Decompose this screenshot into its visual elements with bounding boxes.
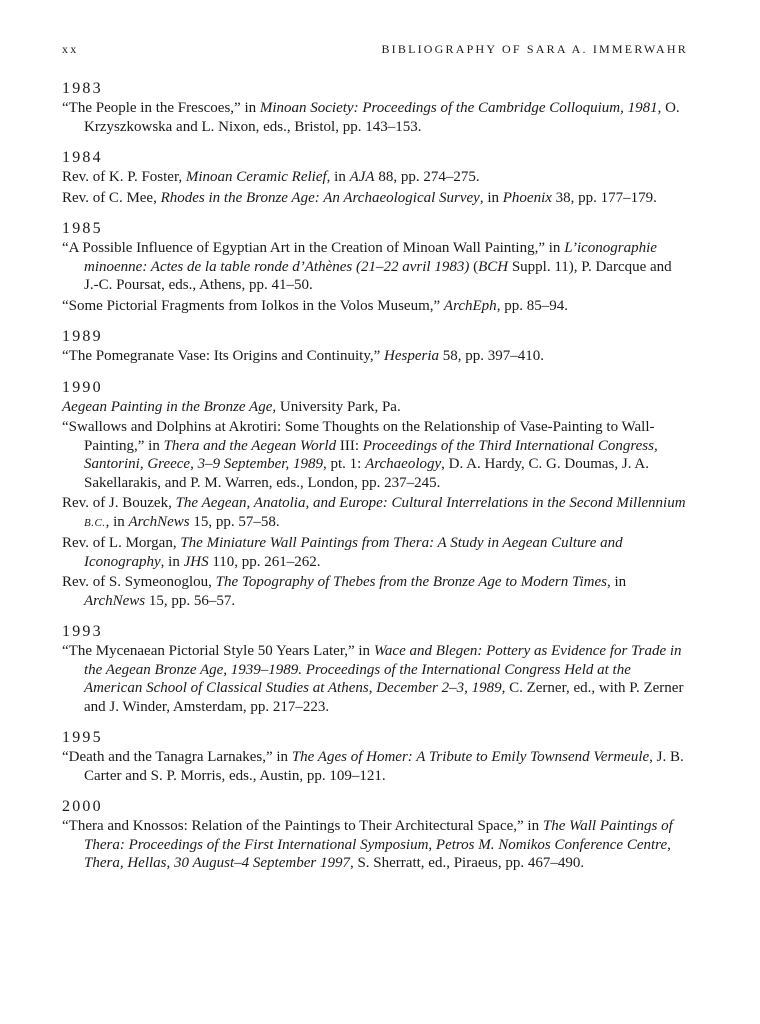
entry-text-segment: , O. Krzyszkowska and L. Nixon, eds., Bristol, pp. 143–153. [84,100,680,135]
bibliography-entry [62,99,688,136]
entry-text-segment: Rev. of S. Symeonoglou, [62,574,216,590]
entry-text-segment: B.C. [84,516,106,529]
entry-title-segment: The Miniature Wall Paintings from Thera: A Study in Aegean Culture and Iconography [84,535,623,570]
year-heading: 1983 [62,80,103,97]
entry-text-segment: Rev. of J. Bouzek, [62,495,176,511]
entry-text-segment: Suppl. 11), P. Darcque and J.-C. Poursat, eds., Athens, pp. 41–50. [84,258,672,293]
bibliography-entry [62,817,688,873]
year-heading: 1990 [62,378,103,396]
year-heading: 1993 [62,623,103,640]
entry-text-segment: “Thera and Knossos: Relation of the Paintings to Their Architectural Space,” in [62,818,543,834]
year-section-1995 [62,729,688,785]
entry-text-segment: “Swallows and Dolphins at Akrotiri: Some Thoughts on the Relationship of Vase-Painting to Wall-Painting,” in [62,419,655,454]
entry-text-segment: 110, pp. 261–262. [208,553,321,570]
entry-text-segment: “The Pomegranate Vase: Its Origins and Continuity,” [62,348,385,364]
entry-title-segment: Minoan Ceramic Relief [185,169,327,185]
entry-text-segment: “Death and the Tanagra Larnakes,” in [62,749,292,765]
year-section-1984 [62,149,688,207]
bibliography-entry [62,748,688,785]
bibliography-entry [62,534,688,571]
bibliography-list [62,80,688,886]
entry-title-segment: AJA [349,169,375,185]
entry-text-segment: , in [326,169,350,185]
entry-title-segment: The Topography of Thebes from the Bronze Age to Modern Times [215,574,608,590]
bibliography-entry [62,398,688,417]
year-section-1993 [62,623,688,716]
running-title: BIBLIOGRAPHY OF SARA A. IMMERWAHR [381,42,688,56]
entry-title-segment: JHS [183,553,209,570]
entry-title-segment: Minoan Society: Proceedings of the Cambridge Colloquium, 1981 [259,100,658,116]
entry-text-segment: ( [469,258,479,275]
entry-text-segment: “A Possible Influence of Egyptian Art in the Creation of Minoan Wall Painting,” in [62,240,565,256]
bibliography-entry [62,168,688,187]
entry-title-segment: Rhodes in the Bronze Age: An Archaeological Survey [160,189,480,206]
year-section-1990 [62,379,688,611]
entry-text-segment: Rev. of C. Mee, [62,189,161,206]
entry-title-segment: Archaeology [365,456,442,472]
entry-text-segment: , pt. 1: [322,456,366,472]
entry-text-segment: 15, pp. 57–58. [189,513,280,530]
entry-text-segment: 38, pp. 177–179. [551,189,657,206]
entry-title-segment: Wace and Blegen: Pottery as Evidence for Trade in the Aegean Bronze Age, 1939–1989. Proceedings of the International Congress Held at the American School of Classical Studies at Athens, December 2–3, 1989 [84,643,682,696]
entry-text-segment: , pp. 85–94. [496,297,568,314]
page-number: xx [62,42,79,56]
entry-title-segment: ArchNews [84,592,146,609]
entry-title-segment: The Ages of Homer: A Tribute to Emily Townsend Vermeule [291,749,650,765]
year-heading: 1985 [62,220,103,237]
entry-text-segment: , in [607,574,627,590]
entry-text-segment: III: [336,437,363,454]
entry-text-segment: “The Mycenaean Pictorial Style 50 Years Later,” in [62,643,374,659]
entry-title-segment: Aegean Painting in the Bronze Age [62,398,273,415]
entry-title-segment: The Aegean, Anatolia, and Europe: Cultural Interrelations in the Second Millennium [175,495,686,511]
entry-title-segment: Thera and the Aegean World [163,437,337,454]
entry-text-segment: , C. Zerner, ed., with P. Zerner and J. Winder, Amsterdam, pp. 217–223. [84,680,684,715]
entry-text-segment: 88, pp. 274–275. [374,169,480,185]
entry-text-segment: , in [160,553,184,570]
bibliography-entry [62,573,688,610]
year-heading: 1984 [62,149,103,166]
bibliography-entry [62,347,688,366]
year-heading: 1989 [62,328,103,345]
entry-text-segment: Rev. of L. Morgan, [62,535,181,551]
entry-text-segment: “Some Pictorial Fragments from Iolkos in the Volos Museum,” [62,297,444,314]
entry-title-segment: The Wall Paintings of Thera: Proceedings of the First International Symposium, Petros M. Nomikos Conference Centre, Thera, Hellas, 30 August–4 September 1997 [84,818,673,871]
entry-text-segment: , in [105,513,129,530]
bibliography-entry [62,418,688,492]
entry-title-segment: BCH [478,258,509,275]
entry-title-segment: ArchEph [443,297,497,314]
entry-text-segment: , D. A. Hardy, C. G. Doumas, J. A. Sakellarakis, and P. M. Warren, eds., London, pp. 237–245. [84,456,649,491]
entry-text-segment: , in [479,189,503,206]
entry-text-segment: 58, pp. 397–410. [439,348,545,364]
bibliography-entry [62,189,688,208]
entry-text-segment: Rev. of K. P. Foster, [62,169,186,185]
entry-title-segment: ArchNews [128,513,190,530]
entry-text-segment: “The People in the Frescoes,” in [62,100,260,116]
year-heading: 2000 [62,798,103,815]
year-heading: 1995 [62,729,103,746]
entry-title-segment: Hesperia [384,348,440,364]
entry-title-segment: Phoenix [502,189,552,206]
bibliography-entry [62,297,688,316]
entry-text-segment: , S. Sherratt, ed., Piraeus, pp. 467–490. [349,855,585,871]
entry-text-segment: 15, pp. 56–57. [145,592,236,609]
entry-title-segment: L’iconographie minoenne: Actes de la table ronde d’Athènes (21–22 avril 1983) [84,240,657,275]
entry-text-segment: , J. B. Carter and S. P. Morris, eds., Austin, pp. 109–121. [84,749,684,784]
entry-text-segment: , University Park, Pa. [272,398,401,415]
year-section-2000 [62,798,688,873]
bibliography-entry [62,642,688,716]
bibliography-entry [62,239,688,295]
year-section-1983 [62,80,688,136]
year-section-1985 [62,220,688,315]
bibliography-entry [62,494,688,532]
entry-title-segment: Proceedings of the Third International Congress, Santorini, Greece, 3–9 September, 1989 [84,437,658,472]
year-section-1989 [62,328,688,366]
